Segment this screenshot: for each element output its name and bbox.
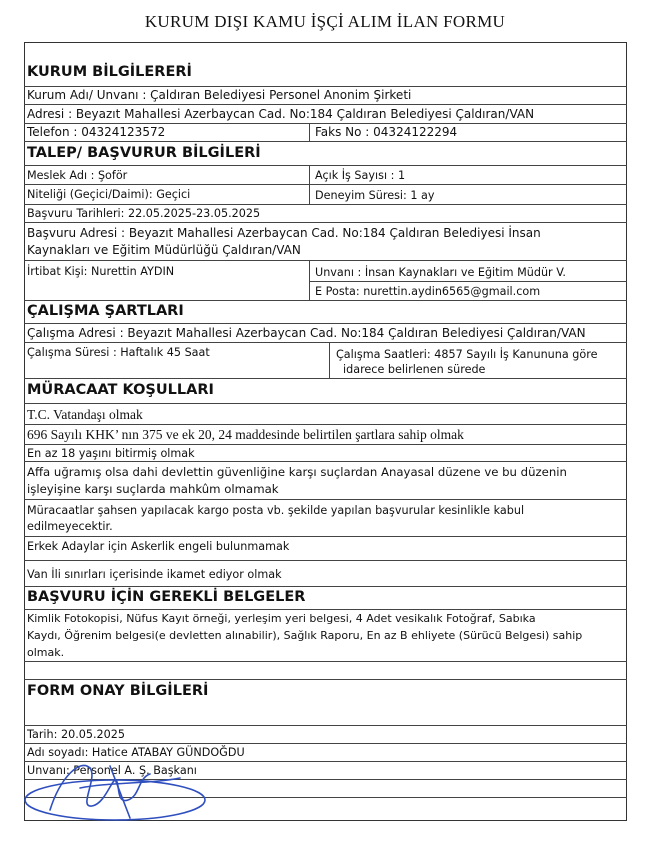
muracaat-section-header xyxy=(24,379,627,404)
calisma-adresi: Çalışma Adresi : Beyazıt Mahallesi Azerbaycan Cad. No:184 Çaldıran Belediyesi Çaldıran/VAN xyxy=(27,326,586,340)
basvuru-adresi-line2: Kaynakları ve Eğitim Müdürlüğü Çaldıran/VAN xyxy=(27,243,301,257)
calisma-saatleri-line1: Çalışma Saatleri: 4857 Sayılı İş Kanununa göre xyxy=(336,348,598,361)
kurum-section-header xyxy=(24,61,627,87)
belgeler-line2: Kaydı, Öğrenim belgesi(e devletten alınabilir), Sağlık Raporu, En az B ehliyete (Sürücü Belgesi) sahip xyxy=(27,629,583,642)
talep-tarih-row xyxy=(24,205,627,223)
muracaat-row-3 xyxy=(24,445,627,462)
divider xyxy=(309,166,310,184)
calisma-suresi: Çalışma Süresi : Haftalık 45 Saat xyxy=(27,346,210,359)
muracaat-section-title: MÜRACAAT KOŞULLARI xyxy=(27,382,214,398)
meslek-adi: Meslek Adı : Şoför xyxy=(27,169,128,182)
kurum-section-title: KURUM BİLGİLERERİ xyxy=(27,64,192,80)
onay-tarih: Tarih: 20.05.2025 xyxy=(27,728,126,741)
divider xyxy=(309,185,310,204)
nitelik: Niteliği (Geçici/Daimi): Geçici xyxy=(27,188,191,201)
kurum-phone: Telefon : 04324123572 xyxy=(27,125,166,139)
kosul-basvuru-line2: edilmeyecektir. xyxy=(27,520,113,533)
acik-is-sayisi: Açık İş Sayısı : 1 xyxy=(315,169,406,182)
basvuru-tarihleri: Başvuru Tarihleri: 22.05.2025-23.05.2025 xyxy=(27,207,261,220)
belgeler-line3: olmak. xyxy=(27,646,65,659)
kosul-askerlik: Erkek Adaylar için Askerlik engeli bulunmamak xyxy=(27,540,290,553)
muracaat-row-1 xyxy=(24,404,627,425)
kurum-contact-row xyxy=(24,124,627,142)
onay-section-title: FORM ONAY BİLGİLERİ xyxy=(27,683,209,699)
kurum-name: Kurum Adı/ Unvanı : Çaldıran Belediyesi Personel Anonim Şirketi xyxy=(27,88,412,102)
calisma-section-header xyxy=(24,301,627,324)
onay-unvan: Unvanı: Personel A. Ş. Başkanı xyxy=(27,764,197,777)
irtibat-unvan: Unvanı : İnsan Kaynakları ve Eğitim Müdür V. xyxy=(315,266,566,279)
talep-irtibat-row xyxy=(24,261,627,301)
kosul-vatandas: T.C. Vatandaşı olmak xyxy=(27,407,143,422)
onay-tarih-row xyxy=(24,726,627,744)
calisma-adres-row xyxy=(24,324,627,343)
belgeler-row xyxy=(24,610,627,662)
deneyim-suresi: Deneyim Süresi: 1 ay xyxy=(315,189,435,202)
muracaat-row-5 xyxy=(24,500,627,537)
talep-meslek-row xyxy=(24,166,627,185)
talep-adres-row xyxy=(24,223,627,261)
kurum-address: Adresi : Beyazıt Mahallesi Azerbaycan Cad. No:184 Çaldıran Belediyesi Çaldıran/VAN xyxy=(27,107,535,121)
calisma-sure-row xyxy=(24,343,627,379)
kurum-fax: Faks No : 04324122294 xyxy=(315,125,458,139)
kosul-ikamet: Van İli sınırları içerisinde ikamet ediyor olmak xyxy=(27,568,282,581)
kurum-address-row xyxy=(24,105,627,124)
divider xyxy=(329,343,330,378)
kurum-name-row xyxy=(24,87,627,105)
talep-section-header xyxy=(24,142,627,166)
kosul-basvuru-line1: Müracaatlar şahsen yapılacak kargo posta vb. şekilde yapılan başvurular kesinlikle kabul xyxy=(27,504,525,517)
form-title: KURUM DIŞI KAMU İŞÇİ ALIM İLAN FORMU xyxy=(144,12,506,31)
kosul-af-line2: işleyişine karşı suçlarda mahkûm olmamak xyxy=(27,482,279,496)
belgeler-section-header xyxy=(24,587,627,610)
calisma-saatleri-line2: idarece belirlenen sürede xyxy=(343,363,486,376)
belgeler-line1: Kimlik Fotokopisi, Nüfus Kayıt örneği, yerleşim yeri belgesi, 4 Adet vesikalık Fotoğraf, Sabıka xyxy=(27,612,536,625)
kosul-af-line1: Affa uğramış olsa dahi devlettin güvenliğine karşı suçlardan Anayasal düzene ve bu düzenin xyxy=(27,465,567,479)
basvuru-adresi-line1: Başvuru Adresi : Beyazıt Mahallesi Azerbaycan Cad. No:184 Çaldıran Belediyesi İnsan xyxy=(27,226,541,240)
irtibat-eposta: E Posta: nurettin.aydin6565@gmail.com xyxy=(315,285,541,298)
belgeler-section-title: BAŞVURU İÇİN GEREKLİ BELGELER xyxy=(27,589,306,605)
muracaat-row-2 xyxy=(24,425,627,445)
divider xyxy=(309,281,627,282)
kosul-khk: 696 Sayılı KHK’ nın 375 ve ek 20, 24 maddesinde belirtilen şartlara sahip olmak xyxy=(27,427,464,442)
talep-nitelik-row xyxy=(24,185,627,205)
talep-section-title: TALEP/ BAŞVURUR BİLGİLERİ xyxy=(27,145,261,161)
irtibat-kisi: İrtibat Kişi: Nurettin AYDIN xyxy=(27,265,175,278)
onay-adsoyad: Adı soyadı: Hatice ATABAY GÜNDOĞDU xyxy=(27,746,245,759)
blank-row xyxy=(24,662,627,680)
kosul-yas: En az 18 yaşını bitirmiş olmak xyxy=(27,447,195,460)
muracaat-row-7 xyxy=(24,561,627,587)
signature-drawing xyxy=(20,748,220,826)
calisma-section-title: ÇALIŞMA ŞARTLARI xyxy=(27,303,184,319)
onay-section-header xyxy=(24,680,627,726)
divider xyxy=(309,124,310,141)
muracaat-row-6 xyxy=(24,537,627,561)
muracaat-row-4 xyxy=(24,462,627,500)
